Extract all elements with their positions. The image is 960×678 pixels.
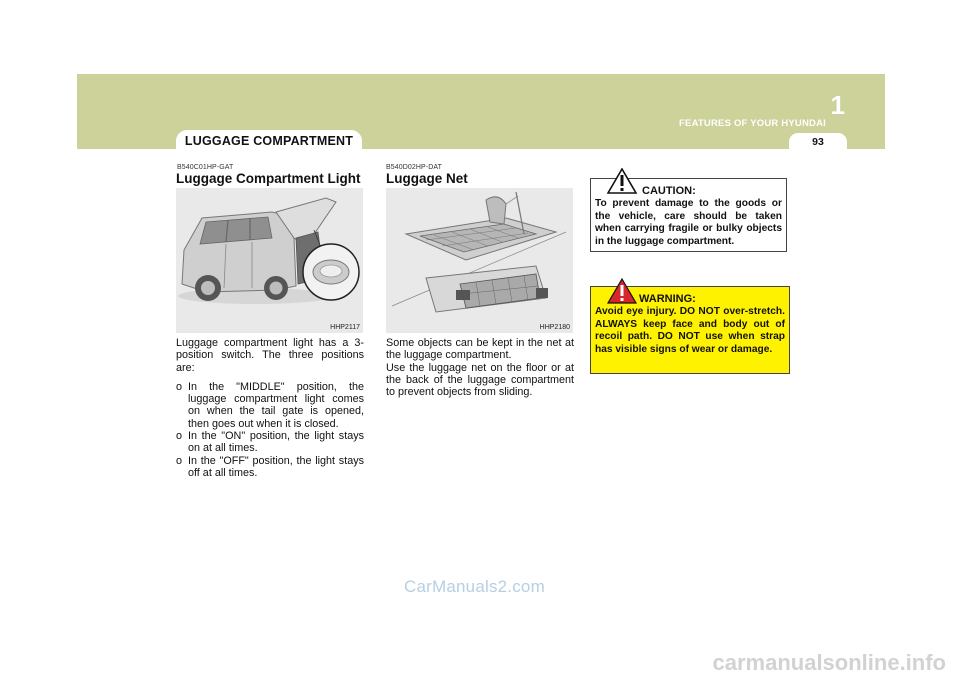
light-section-body — [176, 337, 364, 479]
caution-heading: CAUTION: — [642, 185, 696, 197]
light-section-heading: Luggage Compartment Light — [176, 171, 361, 186]
caution-triangle-icon — [607, 168, 637, 194]
suv-illustration — [176, 188, 363, 333]
chapter-number: 1 — [830, 90, 845, 120]
list-item: o In the "MIDDLE" position, the luggage compartment light comes on when the tail gate is opened, then goes out when it is closed. — [176, 380, 364, 430]
light-section-code: B540C01HP-GAT — [177, 164, 234, 171]
luggage-net-illustration — [386, 188, 573, 333]
net-figure — [386, 188, 573, 333]
center-watermark: CarManuals2.com — [404, 577, 545, 596]
list-item: o In the "OFF" position, the light stays off at all times. — [176, 454, 364, 479]
net-section-code: B540D02HP-DAT — [386, 164, 443, 171]
net-section-body — [386, 337, 574, 398]
light-intro-text: Luggage compartment light has a 3-position switch. The three positions are: — [176, 337, 364, 374]
list-item: o In the "ON" position, the light stays on at all times. — [176, 430, 364, 455]
section-title: LUGGAGE COMPARTMENT — [184, 134, 354, 148]
page-number: 93 — [812, 136, 824, 148]
chapter-title: FEATURES OF YOUR HYUNDAI — [679, 118, 826, 129]
net-figure-code: HHP2180 — [539, 324, 570, 331]
footer-watermark: carmanualsonline.info — [712, 650, 946, 675]
light-position-list — [176, 381, 364, 479]
net-para-1: Some objects can be kept in the net at the luggage compartment. — [386, 337, 574, 362]
warning-triangle-icon — [607, 278, 637, 304]
caution-text: To prevent damage to the goods or the vehicle, care should be taken when carrying fragile or bulky objects in the luggage compartment. — [595, 198, 782, 247]
light-figure — [176, 188, 363, 333]
warning-text: Avoid eye injury. DO NOT over-stretch. ALWAYS keep face and body out of recoil path. DO NOT use when strap has visible signs of wear or damage. — [595, 306, 785, 355]
net-section-heading: Luggage Net — [386, 171, 468, 186]
light-figure-code: HHP2117 — [330, 324, 360, 331]
warning-heading: WARNING: — [639, 293, 696, 305]
net-para-2: Use the luggage net on the floor or at the back of the luggage compartment to prevent objects from sliding. — [386, 361, 574, 399]
caution-box — [590, 178, 787, 252]
warning-box — [590, 286, 790, 374]
